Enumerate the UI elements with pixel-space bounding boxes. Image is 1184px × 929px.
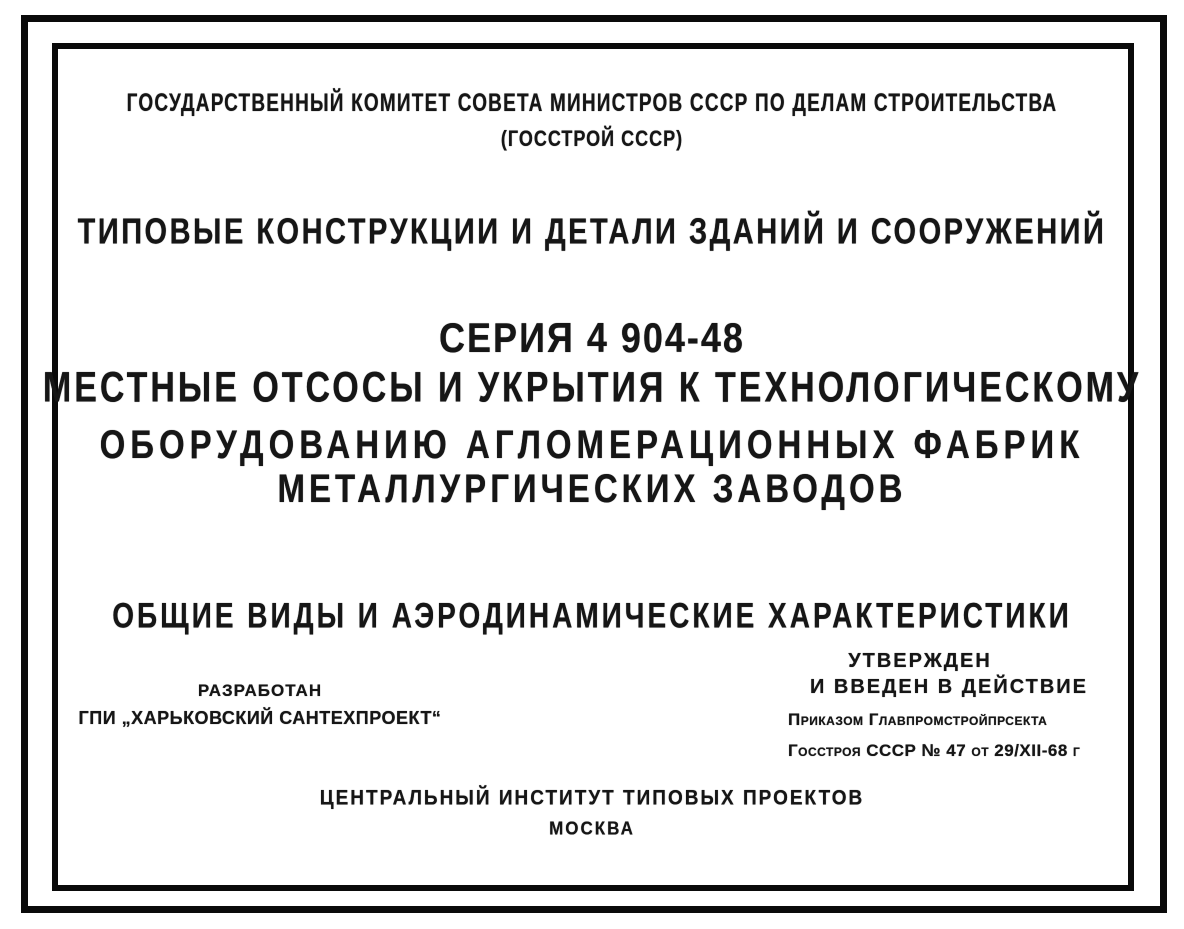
publisher-name: ЦЕНТРАЛЬНЫЙ ИНСТИТУТ ТИПОВЫХ ПРОЕКТОВ — [319, 787, 865, 811]
approval-order-number-date: Госстроя СССР № 47 от 29/XII-68 г — [788, 741, 1081, 760]
approval-line-1: УТВЕРЖДЕН — [848, 650, 992, 672]
publisher-city: МОСКВА — [549, 818, 635, 839]
document-title-line-3: МЕТАЛЛУРГИЧЕСКИХ ЗАВОДОВ — [277, 466, 907, 511]
developed-by-label: РАЗРАБОТАН — [197, 681, 323, 700]
approval-block — [788, 650, 1110, 761]
series-number: СЕРИЯ 4 904-48 — [439, 314, 745, 362]
approval-line-2: И ВВЕДЕН В ДЕЙСТВИЕ — [809, 676, 1089, 698]
document-title-line-2: ОБОРУДОВАНИЮ АГЛОМЕРАЦИОННЫХ ФАБРИК — [99, 422, 1085, 467]
series-heading: ТИПОВЫЕ КОНСТРУКЦИИ И ДЕТАЛИ ЗДАНИЙ И СООРУЖЕНИЙ — [77, 212, 1107, 252]
approval-order: Приказом Главпромстройпрсекта — [788, 710, 1048, 729]
committee-name: ГОСУДАРСТВЕННЫЙ КОМИТЕТ СОВЕТА МИНИСТРОВ СССР ПО ДЕЛАМ СТРОИТЕЛЬСТВА — [126, 90, 1058, 118]
document-subtitle: ОБЩИЕ ВИДЫ И АЭРОДИНАМИЧЕСКИЕ ХАРАКТЕРИСТИКИ — [112, 596, 1072, 635]
developed-by-block — [60, 681, 460, 729]
developer-organization: ГПИ „ХАРЬКОВСКИЙ САНТЕХПРОЕКТ“ — [78, 708, 442, 728]
document-title-line-1: МЕСТНЫЕ ОТСОСЫ И УКРЫТИЯ К ТЕХНОЛОГИЧЕСКОМУ — [42, 364, 1142, 412]
committee-abbreviation: (ГОССТРОЙ СССР) — [500, 126, 684, 151]
